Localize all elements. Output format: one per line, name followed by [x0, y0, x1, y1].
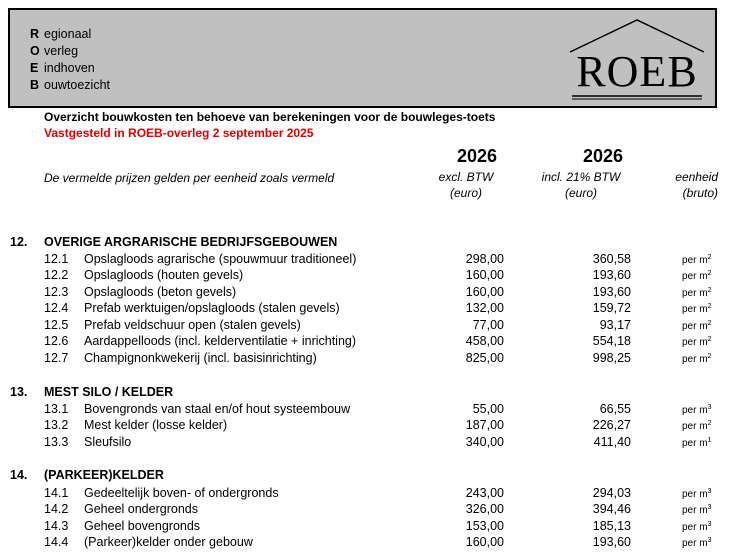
unit-label: per m [682, 321, 708, 332]
unit-exponent: 3 [707, 404, 712, 411]
price-incl: 193,60 [592, 285, 631, 299]
item-code: 14.4 [44, 535, 69, 549]
item-code: 12.6 [44, 334, 69, 348]
price-incl: 360,58 [592, 252, 631, 266]
unit-exponent: 2 [707, 303, 712, 310]
acronym-row [30, 77, 110, 94]
unit-label: per m [682, 522, 708, 533]
item-description: Prefab werktuigen/opslagloods (stalen gevels) [84, 301, 340, 315]
acronym-letter: B [30, 78, 40, 92]
acronym-row [30, 43, 110, 60]
unit [682, 270, 711, 282]
unit [682, 287, 711, 299]
item-code: 13.2 [44, 418, 69, 432]
price-excl: 160,00 [465, 535, 504, 549]
unit [682, 437, 711, 449]
item-code: 13.1 [44, 402, 69, 416]
unit-label: per m [682, 421, 708, 432]
unit-header-note: (bruto) [682, 186, 718, 200]
section-number: 12. [10, 235, 28, 249]
item-description: Gedeeltelijk boven- of ondergronds [84, 486, 279, 500]
section-title: OVERIGE ARGRARISCHE BEDRIJFSGEBOUWEN [44, 235, 338, 249]
price-excl: 340,00 [465, 435, 504, 449]
price-excl: 187,00 [465, 418, 504, 432]
item-description: Opslagloods (beton gevels) [84, 285, 237, 299]
price-excl: 55,00 [472, 402, 504, 416]
price-excl: 160,00 [465, 285, 504, 299]
unit-label: per m [682, 288, 708, 299]
item-code: 13.3 [44, 435, 69, 449]
item-description: Geheel ondergronds [84, 502, 198, 516]
unit-exponent: 3 [707, 504, 712, 511]
price-incl: 411,40 [593, 435, 631, 449]
unit-exponent: 2 [707, 353, 712, 360]
price-excl: 77,00 [472, 318, 504, 332]
price-incl: 998,25 [592, 351, 631, 365]
price-excl: 326,00 [465, 502, 504, 516]
unit-exponent: 2 [707, 287, 712, 294]
unit-header-label: eenheid [675, 170, 718, 184]
unit-label: per m [682, 337, 708, 348]
header-banner [8, 8, 717, 108]
incl-header [526, 169, 636, 201]
item-code: 14.3 [44, 519, 69, 533]
price-excl: 825,00 [465, 351, 504, 365]
price-incl: 185,13 [592, 519, 631, 533]
price-incl: 394,46 [592, 502, 631, 516]
excl-header [416, 169, 516, 201]
unit-exponent: 2 [707, 420, 712, 427]
unit-exponent: 2 [707, 254, 712, 261]
unit [682, 504, 711, 516]
section-title: MEST SILO / KELDER [44, 385, 174, 399]
incl-header-label: incl. 21% BTW [541, 170, 621, 184]
price-excl: 298,00 [465, 252, 504, 266]
item-description: Opslagloods (houten gevels) [84, 268, 244, 282]
unit-exponent: 3 [707, 537, 712, 544]
price-excl: 458,00 [465, 334, 504, 348]
unit [682, 320, 711, 332]
item-code: 12.2 [44, 268, 69, 282]
organization-name [30, 26, 110, 94]
price-note: De vermelde prijzen gelden per eenheid zoals vermeld [44, 171, 335, 185]
unit [682, 303, 711, 315]
unit-exponent: 1 [707, 437, 712, 444]
excl-year: 2026 [457, 146, 498, 166]
unit-label: per m [682, 538, 708, 549]
page-subtitle: Vastgesteld in ROEB-overleg 2 september 2025 [44, 126, 314, 140]
item-description: Geheel bovengronds [84, 519, 201, 533]
unit-label: per m [682, 255, 708, 266]
price-excl: 132,00 [465, 301, 504, 315]
item-description: Mest kelder (losse kelder) [84, 418, 228, 432]
acronym-row [30, 26, 110, 43]
price-incl: 66,55 [599, 402, 631, 416]
price-incl: 93,17 [599, 318, 631, 332]
item-code: 12.7 [44, 351, 69, 365]
page-title: Overzicht bouwkosten ten behoeve van berekeningen voor de bouwleges-toets [44, 110, 496, 124]
unit [682, 404, 711, 416]
item-description: Bovengronds van staal en/of hout systeembouw [84, 402, 351, 416]
unit [682, 521, 711, 533]
unit [682, 336, 711, 348]
price-incl: 554,18 [592, 334, 631, 348]
price-incl: 226,27 [592, 418, 631, 432]
item-description: Prefab veldschuur open (stalen gevels) [84, 318, 301, 332]
unit-label: per m [682, 354, 708, 365]
acronym-letter: E [30, 61, 39, 75]
acronym-row [30, 60, 110, 77]
acronym-word: verleg [44, 44, 79, 58]
incl-year: 2026 [583, 146, 624, 166]
section-number: 13. [10, 385, 28, 399]
unit-exponent: 2 [707, 270, 712, 277]
price-incl: 294,03 [592, 486, 631, 500]
item-code: 12.4 [44, 301, 69, 315]
item-code: 12.5 [44, 318, 69, 332]
unit-label: per m [682, 438, 708, 449]
unit-label: per m [682, 505, 708, 516]
unit-exponent: 2 [707, 320, 712, 327]
unit-label: per m [682, 271, 708, 282]
excl-header-currency: (euro) [449, 186, 482, 200]
item-code: 12.3 [44, 285, 69, 299]
item-description: (Parkeer)kelder onder gebouw [84, 535, 253, 549]
item-code: 12.1 [44, 252, 69, 266]
price-excl: 160,00 [465, 268, 504, 282]
unit-label: per m [682, 304, 708, 315]
unit [682, 488, 711, 500]
unit-exponent: 2 [707, 336, 712, 343]
item-description: Opslagloods agrarische (spouwmuur traditioneel) [84, 252, 357, 266]
unit [682, 353, 711, 365]
excl-header-label: excl. BTW [438, 170, 494, 184]
acronym-word: egionaal [44, 27, 92, 41]
unit [682, 254, 711, 266]
acronym-word: ouwtoezicht [44, 78, 111, 92]
unit [682, 537, 711, 549]
unit-exponent: 3 [707, 488, 712, 495]
price-incl: 193,60 [592, 535, 631, 549]
logo-text: ROEB [576, 47, 698, 96]
unit-label: per m [682, 489, 708, 500]
price-excl: 243,00 [465, 486, 504, 500]
acronym-letter: O [30, 44, 40, 58]
price-excl: 153,00 [465, 519, 504, 533]
item-description: Aardappelloods (incl. kelderventilatie + inrichting) [84, 334, 357, 348]
item-code: 14.1 [44, 486, 69, 500]
acronym-word: indhoven [44, 61, 95, 75]
acronym-letter: R [30, 27, 40, 41]
price-incl: 193,60 [592, 268, 631, 282]
item-description: Sleufsilo [84, 435, 132, 449]
roeb-logo [562, 16, 712, 106]
unit [682, 420, 711, 432]
section-number: 14. [10, 468, 28, 482]
unit-header [648, 169, 718, 201]
unit-label: per m [682, 405, 708, 416]
incl-header-currency: (euro) [564, 186, 597, 200]
section-title: (PARKEER)KELDER [44, 468, 164, 482]
unit-exponent: 3 [707, 521, 712, 528]
price-incl: 159,72 [592, 301, 631, 315]
item-description: Champignonkwekerij (incl. basisinrichting) [84, 351, 317, 365]
item-code: 14.2 [44, 502, 69, 516]
